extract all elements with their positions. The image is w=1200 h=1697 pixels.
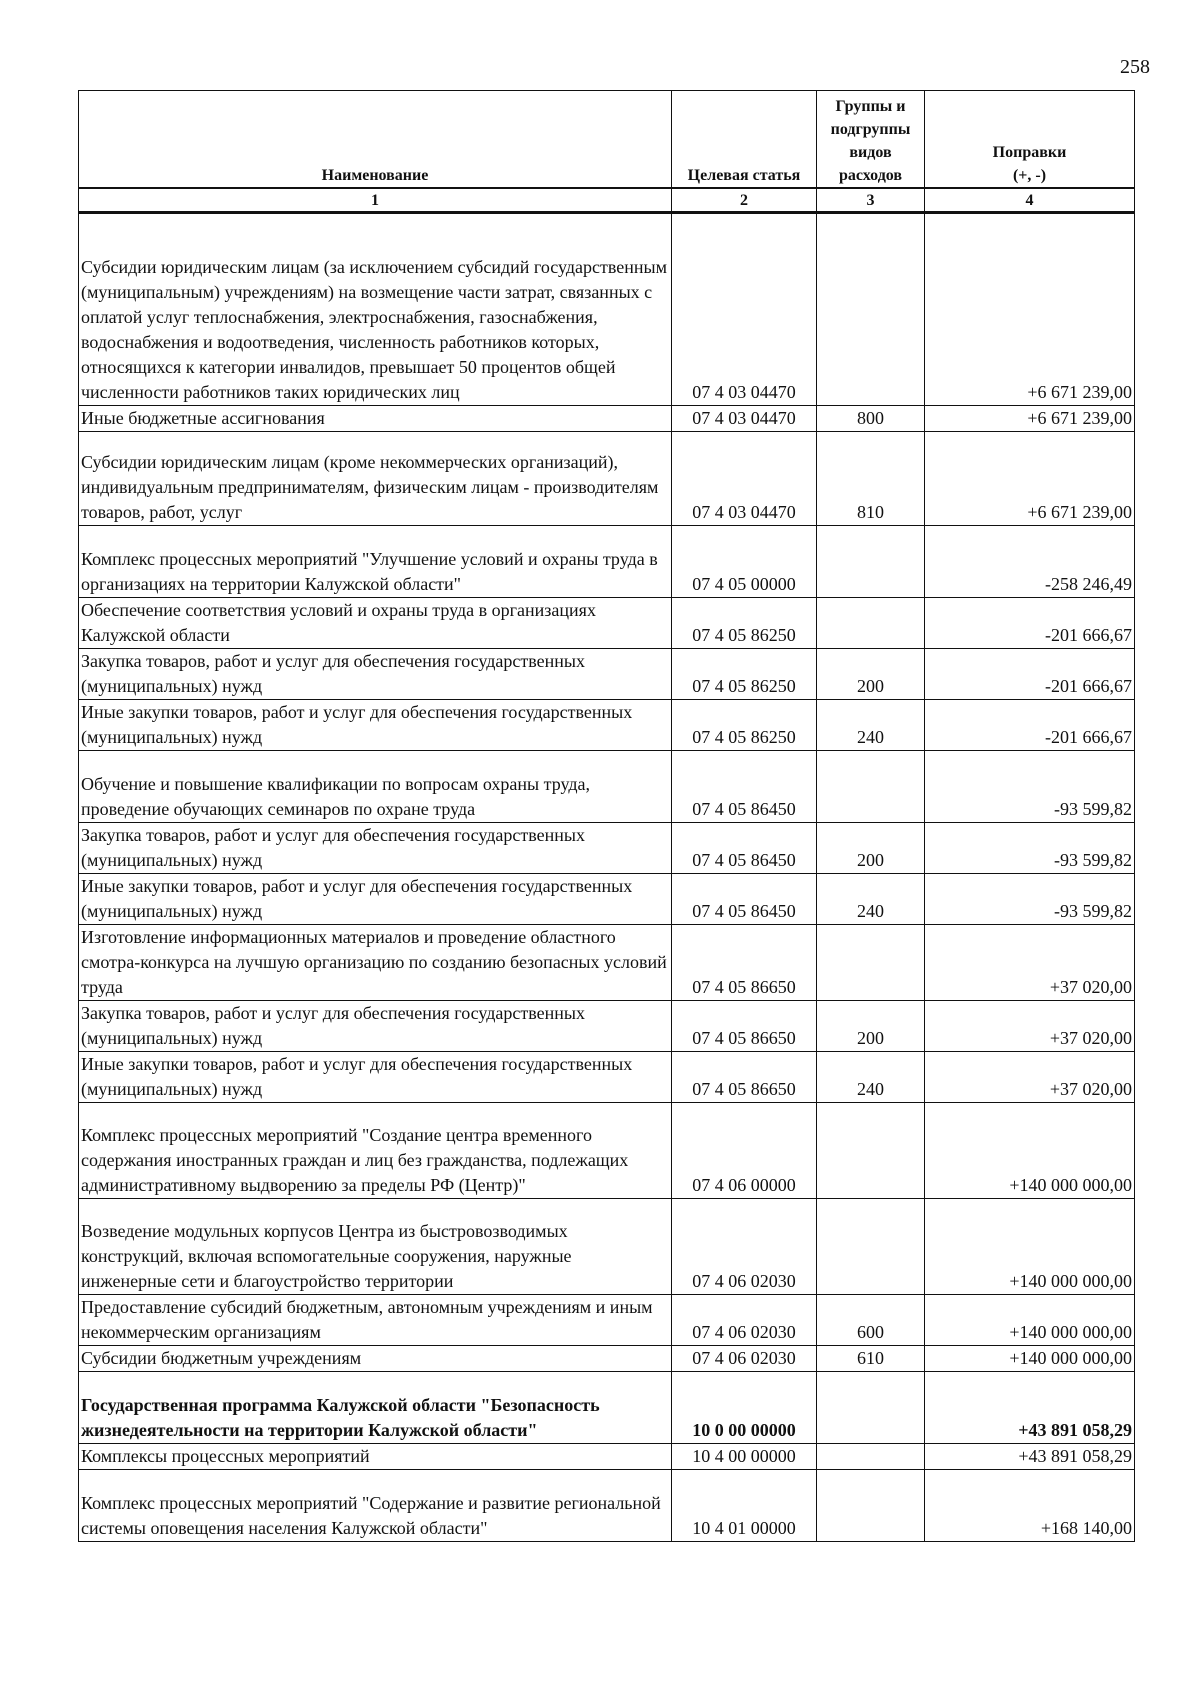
- row-code-cell: 07 4 06 02030: [672, 1199, 817, 1295]
- row-amount-cell: +37 020,00: [925, 1001, 1135, 1052]
- table-row: [79, 1346, 1135, 1372]
- row-amount-cell: +140 000 000,00: [925, 1103, 1135, 1199]
- table-row: [79, 1470, 1135, 1542]
- row-group-cell: 200: [817, 649, 925, 700]
- table-row: [79, 649, 1135, 700]
- row-code-cell: 07 4 05 00000: [672, 526, 817, 598]
- row-amount-cell: +140 000 000,00: [925, 1199, 1135, 1295]
- table-row: [79, 1444, 1135, 1470]
- row-name-cell: Комплекс процессных мероприятий "Содержание и развитие региональной системы оповещения населения Калужской области": [79, 1470, 672, 1542]
- row-amount-cell: +6 671 239,00: [925, 432, 1135, 526]
- row-code-cell: 07 4 06 02030: [672, 1295, 817, 1346]
- row-amount-cell: +43 891 058,29: [925, 1372, 1135, 1444]
- table-row: [79, 1001, 1135, 1052]
- table-row: [79, 700, 1135, 751]
- row-group-cell: [817, 1103, 925, 1199]
- row-group-cell: [817, 751, 925, 823]
- row-group-cell: [817, 1470, 925, 1542]
- row-amount-cell: +6 671 239,00: [925, 213, 1135, 406]
- row-code-cell: 07 4 05 86650: [672, 925, 817, 1001]
- row-amount-cell: +37 020,00: [925, 1052, 1135, 1103]
- row-code-cell: 10 0 00 00000: [672, 1372, 817, 1444]
- header-name: Наименование: [79, 91, 672, 189]
- row-code-cell: 07 4 05 86450: [672, 751, 817, 823]
- row-name-cell: Иные закупки товаров, работ и услуг для обеспечения государственных (муниципальных) нужд: [79, 874, 672, 925]
- table-row: [79, 598, 1135, 649]
- table-row: [79, 925, 1135, 1001]
- row-amount-cell: +168 140,00: [925, 1470, 1135, 1542]
- table-row: [79, 1372, 1135, 1444]
- table-row: [79, 1103, 1135, 1199]
- row-group-cell: 240: [817, 874, 925, 925]
- row-code-cell: 07 4 03 04470: [672, 213, 817, 406]
- table-body: [79, 213, 1135, 1542]
- table-row: [79, 1052, 1135, 1103]
- table-row: [79, 406, 1135, 432]
- row-group-cell: [817, 1372, 925, 1444]
- row-group-cell: 600: [817, 1295, 925, 1346]
- header-amendments-sign: (+, -): [1012, 167, 1047, 184]
- header-article: Целевая статья: [672, 91, 817, 189]
- row-code-cell: 07 4 05 86450: [672, 823, 817, 874]
- row-amount-cell: -258 246,49: [925, 526, 1135, 598]
- row-group-cell: [817, 925, 925, 1001]
- table-row: [79, 1295, 1135, 1346]
- column-number: 3: [817, 188, 925, 213]
- column-number: 4: [925, 188, 1135, 213]
- row-name-cell: Возведение модульных корпусов Центра из быстровозводимых конструкций, включая вспомогательные сооружения, наружные инженерные сети и благоустройство территории: [79, 1199, 672, 1295]
- row-amount-cell: -201 666,67: [925, 649, 1135, 700]
- row-group-cell: 240: [817, 700, 925, 751]
- row-name-cell: Закупка товаров, работ и услуг для обеспечения государственных (муниципальных) нужд: [79, 1001, 672, 1052]
- column-numbers-row: [79, 188, 1135, 213]
- table-row: [79, 1199, 1135, 1295]
- row-group-cell: [817, 213, 925, 406]
- row-code-cell: 07 4 05 86250: [672, 700, 817, 751]
- row-name-cell: Закупка товаров, работ и услуг для обеспечения государственных (муниципальных) нужд: [79, 649, 672, 700]
- row-name-cell: Субсидии юридическим лицам (за исключением субсидий государственным (муниципальным) учреждениям) на возмещение части затрат, связанных с оплатой услуг теплоснабжения, электроснабжения, газоснабжения, водоснабжения и водоотведения, численность работников которых, относящихся к категории инвалидов, превышает 50 процентов общей численности работников таких юридических лиц: [79, 213, 672, 406]
- budget-amendments-table: [78, 90, 1135, 1542]
- row-code-cell: 07 4 05 86250: [672, 649, 817, 700]
- row-group-cell: 810: [817, 432, 925, 526]
- row-code-cell: 07 4 05 86450: [672, 874, 817, 925]
- table-row: [79, 823, 1135, 874]
- table-row: [79, 874, 1135, 925]
- row-group-cell: [817, 598, 925, 649]
- row-code-cell: 07 4 05 86650: [672, 1052, 817, 1103]
- row-name-cell: Комплекс процессных мероприятий "Улучшение условий и охраны труда в организациях на территории Калужской области": [79, 526, 672, 598]
- row-group-cell: [817, 1444, 925, 1470]
- row-amount-cell: +43 891 058,29: [925, 1444, 1135, 1470]
- column-number: 1: [79, 188, 672, 213]
- row-name-cell: Иные закупки товаров, работ и услуг для обеспечения государственных (муниципальных) нужд: [79, 700, 672, 751]
- row-code-cell: 07 4 03 04470: [672, 432, 817, 526]
- row-group-cell: 200: [817, 823, 925, 874]
- header-groups: Группы и подгруппы видов расходов: [817, 91, 925, 189]
- row-code-cell: 07 4 03 04470: [672, 406, 817, 432]
- column-number: 2: [672, 188, 817, 213]
- row-amount-cell: -93 599,82: [925, 751, 1135, 823]
- row-amount-cell: +6 671 239,00: [925, 406, 1135, 432]
- row-name-cell: Государственная программа Калужской области "Безопасность жизнедеятельности на территории Калужской области": [79, 1372, 672, 1444]
- row-amount-cell: -93 599,82: [925, 823, 1135, 874]
- table-row: [79, 526, 1135, 598]
- row-group-cell: 200: [817, 1001, 925, 1052]
- table-row: [79, 751, 1135, 823]
- row-name-cell: Обеспечение соответствия условий и охраны труда в организациях Калужской области: [79, 598, 672, 649]
- row-code-cell: 10 4 01 00000: [672, 1470, 817, 1542]
- page-number: 258: [1120, 56, 1150, 78]
- row-amount-cell: -93 599,82: [925, 874, 1135, 925]
- row-name-cell: Субсидии юридическим лицам (кроме некоммерческих организаций), индивидуальным предпринимателям, физическим лицам - производителям товаров, работ, услуг: [79, 432, 672, 526]
- table-row: [79, 213, 1135, 406]
- row-amount-cell: +140 000 000,00: [925, 1295, 1135, 1346]
- row-group-cell: 800: [817, 406, 925, 432]
- row-code-cell: 07 4 05 86650: [672, 1001, 817, 1052]
- row-name-cell: Комплекс процессных мероприятий "Создание центра временного содержания иностранных граждан и лиц без гражданства, подлежащих административному выдворению за пределы РФ (Центр)": [79, 1103, 672, 1199]
- row-name-cell: Субсидии бюджетным учреждениям: [79, 1346, 672, 1372]
- row-group-cell: [817, 526, 925, 598]
- row-group-cell: 240: [817, 1052, 925, 1103]
- header-amendments: [925, 91, 1135, 189]
- row-name-cell: Обучение и повышение квалификации по вопросам охраны труда, проведение обучающих семинаров по охране труда: [79, 751, 672, 823]
- row-name-cell: Иные бюджетные ассигнования: [79, 406, 672, 432]
- row-name-cell: Иные закупки товаров, работ и услуг для обеспечения государственных (муниципальных) нужд: [79, 1052, 672, 1103]
- row-code-cell: 07 4 06 00000: [672, 1103, 817, 1199]
- row-code-cell: 07 4 05 86250: [672, 598, 817, 649]
- row-amount-cell: -201 666,67: [925, 700, 1135, 751]
- row-name-cell: Предоставление субсидий бюджетным, автономным учреждениям и иным некоммерческим организациям: [79, 1295, 672, 1346]
- row-group-cell: 610: [817, 1346, 925, 1372]
- table-row: [79, 432, 1135, 526]
- row-amount-cell: -201 666,67: [925, 598, 1135, 649]
- row-name-cell: Закупка товаров, работ и услуг для обеспечения государственных (муниципальных) нужд: [79, 823, 672, 874]
- row-name-cell: Комплексы процессных мероприятий: [79, 1444, 672, 1470]
- row-code-cell: 07 4 06 02030: [672, 1346, 817, 1372]
- row-group-cell: [817, 1199, 925, 1295]
- header-row: [79, 91, 1135, 189]
- row-amount-cell: +140 000 000,00: [925, 1346, 1135, 1372]
- header-amendments-title: Поправки: [992, 144, 1067, 161]
- row-code-cell: 10 4 00 00000: [672, 1444, 817, 1470]
- row-name-cell: Изготовление информационных материалов и проведение областного смотра-конкурса на лучшую организацию по созданию безопасных условий труда: [79, 925, 672, 1001]
- row-amount-cell: +37 020,00: [925, 925, 1135, 1001]
